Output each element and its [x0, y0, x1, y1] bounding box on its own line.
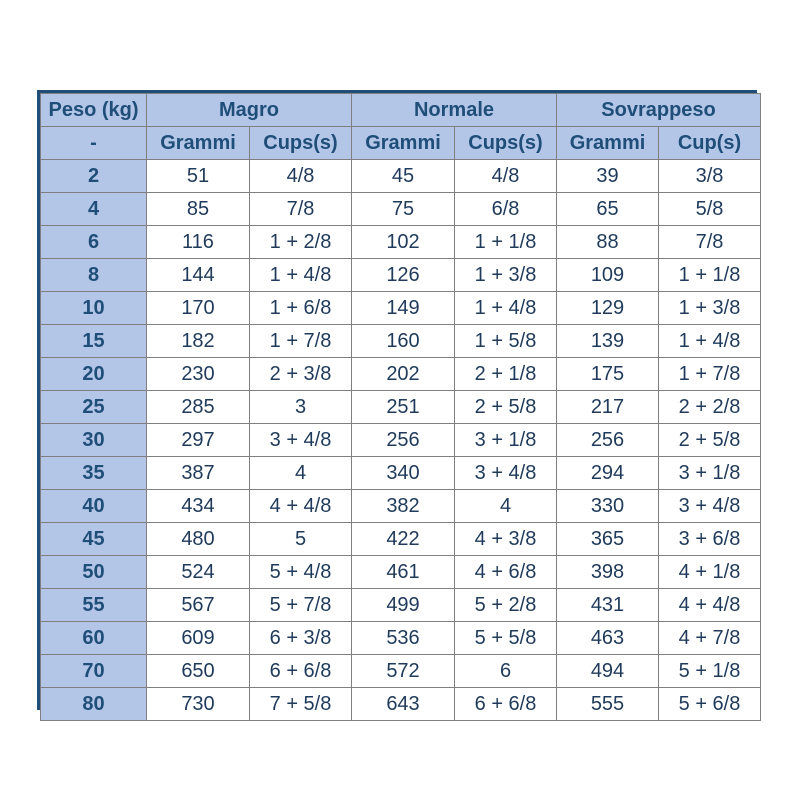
- table-row: [41, 325, 761, 358]
- cups-normale-cell: 1 + 5/8: [455, 325, 557, 358]
- cups-normale-cell: 4 + 6/8: [455, 556, 557, 589]
- peso-cell: 10: [41, 292, 147, 325]
- cups-magro-cell: 7/8: [250, 193, 352, 226]
- grammi-magro-cell: 116: [147, 226, 250, 259]
- cups-sovrappeso-cell: 4 + 7/8: [659, 622, 761, 655]
- peso-cell: 80: [41, 688, 147, 721]
- header-row-groups: [41, 94, 761, 127]
- grammi-normale-cell: 102: [352, 226, 455, 259]
- header-sub-grammi: Grammi: [557, 127, 659, 160]
- cups-magro-cell: 5 + 4/8: [250, 556, 352, 589]
- table-row: [41, 193, 761, 226]
- cups-normale-cell: 5 + 2/8: [455, 589, 557, 622]
- peso-cell: 30: [41, 424, 147, 457]
- cups-sovrappeso-cell: 1 + 3/8: [659, 292, 761, 325]
- header-row-sub: [41, 127, 761, 160]
- table-row: [41, 490, 761, 523]
- grammi-normale-cell: 382: [352, 490, 455, 523]
- cups-normale-cell: 2 + 5/8: [455, 391, 557, 424]
- cups-normale-cell: 4/8: [455, 160, 557, 193]
- grammi-normale-cell: 499: [352, 589, 455, 622]
- grammi-sovrappeso-cell: 398: [557, 556, 659, 589]
- cups-magro-cell: 7 + 5/8: [250, 688, 352, 721]
- cups-normale-cell: 6/8: [455, 193, 557, 226]
- header-sub-cups: Cup(s): [659, 127, 761, 160]
- grammi-sovrappeso-cell: 109: [557, 259, 659, 292]
- cups-normale-cell: 4 + 3/8: [455, 523, 557, 556]
- cups-normale-cell: 3 + 1/8: [455, 424, 557, 457]
- grammi-magro-cell: 650: [147, 655, 250, 688]
- grammi-magro-cell: 480: [147, 523, 250, 556]
- cups-normale-cell: 1 + 3/8: [455, 259, 557, 292]
- grammi-normale-cell: 340: [352, 457, 455, 490]
- grammi-normale-cell: 643: [352, 688, 455, 721]
- cups-sovrappeso-cell: 7/8: [659, 226, 761, 259]
- grammi-magro-cell: 524: [147, 556, 250, 589]
- feeding-table: [40, 93, 761, 721]
- peso-cell: 25: [41, 391, 147, 424]
- header-peso: Peso (kg): [41, 94, 147, 127]
- grammi-magro-cell: 434: [147, 490, 250, 523]
- grammi-sovrappeso-cell: 217: [557, 391, 659, 424]
- table-row: [41, 259, 761, 292]
- header-sub-cups: Cups(s): [455, 127, 557, 160]
- grammi-normale-cell: 160: [352, 325, 455, 358]
- cups-sovrappeso-cell: 4 + 1/8: [659, 556, 761, 589]
- grammi-magro-cell: 567: [147, 589, 250, 622]
- cups-sovrappeso-cell: 2 + 2/8: [659, 391, 761, 424]
- grammi-normale-cell: 536: [352, 622, 455, 655]
- cups-sovrappeso-cell: 1 + 4/8: [659, 325, 761, 358]
- table-row: [41, 358, 761, 391]
- header-sub-grammi: Grammi: [352, 127, 455, 160]
- feeding-table-frame: [37, 90, 757, 715]
- cups-magro-cell: 4 + 4/8: [250, 490, 352, 523]
- grammi-normale-cell: 45: [352, 160, 455, 193]
- grammi-sovrappeso-cell: 65: [557, 193, 659, 226]
- grammi-sovrappeso-cell: 88: [557, 226, 659, 259]
- cups-magro-cell: 6 + 3/8: [250, 622, 352, 655]
- cups-normale-cell: 5 + 5/8: [455, 622, 557, 655]
- grammi-magro-cell: 730: [147, 688, 250, 721]
- table-row: [41, 292, 761, 325]
- cups-magro-cell: 4/8: [250, 160, 352, 193]
- grammi-normale-cell: 149: [352, 292, 455, 325]
- table-row: [41, 655, 761, 688]
- table-row: [41, 523, 761, 556]
- grammi-magro-cell: 609: [147, 622, 250, 655]
- grammi-normale-cell: 126: [352, 259, 455, 292]
- grammi-sovrappeso-cell: 330: [557, 490, 659, 523]
- header-group-sovrappeso: Sovrappeso: [557, 94, 761, 127]
- peso-cell: 6: [41, 226, 147, 259]
- table-row: [41, 589, 761, 622]
- grammi-sovrappeso-cell: 256: [557, 424, 659, 457]
- grammi-sovrappeso-cell: 463: [557, 622, 659, 655]
- peso-cell: 2: [41, 160, 147, 193]
- cups-sovrappeso-cell: 1 + 7/8: [659, 358, 761, 391]
- cups-sovrappeso-cell: 4 + 4/8: [659, 589, 761, 622]
- header-sub-dash: -: [41, 127, 147, 160]
- header-group-magro: Magro: [147, 94, 352, 127]
- peso-cell: 55: [41, 589, 147, 622]
- header-group-normale: Normale: [352, 94, 557, 127]
- table-row: [41, 457, 761, 490]
- grammi-sovrappeso-cell: 431: [557, 589, 659, 622]
- peso-cell: 20: [41, 358, 147, 391]
- peso-cell: 8: [41, 259, 147, 292]
- peso-cell: 40: [41, 490, 147, 523]
- peso-cell: 45: [41, 523, 147, 556]
- cups-magro-cell: 1 + 2/8: [250, 226, 352, 259]
- cups-magro-cell: 3 + 4/8: [250, 424, 352, 457]
- grammi-sovrappeso-cell: 39: [557, 160, 659, 193]
- grammi-magro-cell: 285: [147, 391, 250, 424]
- header-sub-cups: Cups(s): [250, 127, 352, 160]
- grammi-sovrappeso-cell: 494: [557, 655, 659, 688]
- cups-magro-cell: 2 + 3/8: [250, 358, 352, 391]
- grammi-magro-cell: 230: [147, 358, 250, 391]
- grammi-normale-cell: 202: [352, 358, 455, 391]
- cups-sovrappeso-cell: 5 + 1/8: [659, 655, 761, 688]
- cups-sovrappeso-cell: 5 + 6/8: [659, 688, 761, 721]
- grammi-magro-cell: 387: [147, 457, 250, 490]
- cups-magro-cell: 3: [250, 391, 352, 424]
- grammi-sovrappeso-cell: 129: [557, 292, 659, 325]
- grammi-normale-cell: 256: [352, 424, 455, 457]
- header-sub-grammi: Grammi: [147, 127, 250, 160]
- grammi-sovrappeso-cell: 294: [557, 457, 659, 490]
- table-row: [41, 160, 761, 193]
- peso-cell: 4: [41, 193, 147, 226]
- grammi-magro-cell: 297: [147, 424, 250, 457]
- cups-magro-cell: 1 + 6/8: [250, 292, 352, 325]
- grammi-normale-cell: 572: [352, 655, 455, 688]
- grammi-magro-cell: 170: [147, 292, 250, 325]
- cups-normale-cell: 6 + 6/8: [455, 688, 557, 721]
- cups-magro-cell: 5 + 7/8: [250, 589, 352, 622]
- table-row: [41, 688, 761, 721]
- cups-magro-cell: 6 + 6/8: [250, 655, 352, 688]
- cups-sovrappeso-cell: 2 + 5/8: [659, 424, 761, 457]
- table-row: [41, 622, 761, 655]
- peso-cell: 15: [41, 325, 147, 358]
- grammi-sovrappeso-cell: 175: [557, 358, 659, 391]
- grammi-normale-cell: 422: [352, 523, 455, 556]
- cups-normale-cell: 3 + 4/8: [455, 457, 557, 490]
- cups-sovrappeso-cell: 3 + 4/8: [659, 490, 761, 523]
- grammi-sovrappeso-cell: 555: [557, 688, 659, 721]
- cups-magro-cell: 1 + 4/8: [250, 259, 352, 292]
- cups-normale-cell: 4: [455, 490, 557, 523]
- cups-sovrappeso-cell: 1 + 1/8: [659, 259, 761, 292]
- grammi-sovrappeso-cell: 365: [557, 523, 659, 556]
- peso-cell: 70: [41, 655, 147, 688]
- cups-normale-cell: 6: [455, 655, 557, 688]
- grammi-sovrappeso-cell: 139: [557, 325, 659, 358]
- cups-normale-cell: 1 + 1/8: [455, 226, 557, 259]
- cups-normale-cell: 1 + 4/8: [455, 292, 557, 325]
- peso-cell: 60: [41, 622, 147, 655]
- peso-cell: 50: [41, 556, 147, 589]
- cups-magro-cell: 4: [250, 457, 352, 490]
- cups-sovrappeso-cell: 3/8: [659, 160, 761, 193]
- cups-magro-cell: 1 + 7/8: [250, 325, 352, 358]
- cups-magro-cell: 5: [250, 523, 352, 556]
- cups-normale-cell: 2 + 1/8: [455, 358, 557, 391]
- table-body: [41, 160, 761, 721]
- cups-sovrappeso-cell: 3 + 6/8: [659, 523, 761, 556]
- grammi-normale-cell: 461: [352, 556, 455, 589]
- grammi-magro-cell: 85: [147, 193, 250, 226]
- grammi-magro-cell: 51: [147, 160, 250, 193]
- grammi-magro-cell: 144: [147, 259, 250, 292]
- grammi-normale-cell: 251: [352, 391, 455, 424]
- grammi-normale-cell: 75: [352, 193, 455, 226]
- table-row: [41, 226, 761, 259]
- cups-sovrappeso-cell: 3 + 1/8: [659, 457, 761, 490]
- table-row: [41, 556, 761, 589]
- table-row: [41, 391, 761, 424]
- grammi-magro-cell: 182: [147, 325, 250, 358]
- table-row: [41, 424, 761, 457]
- cups-sovrappeso-cell: 5/8: [659, 193, 761, 226]
- peso-cell: 35: [41, 457, 147, 490]
